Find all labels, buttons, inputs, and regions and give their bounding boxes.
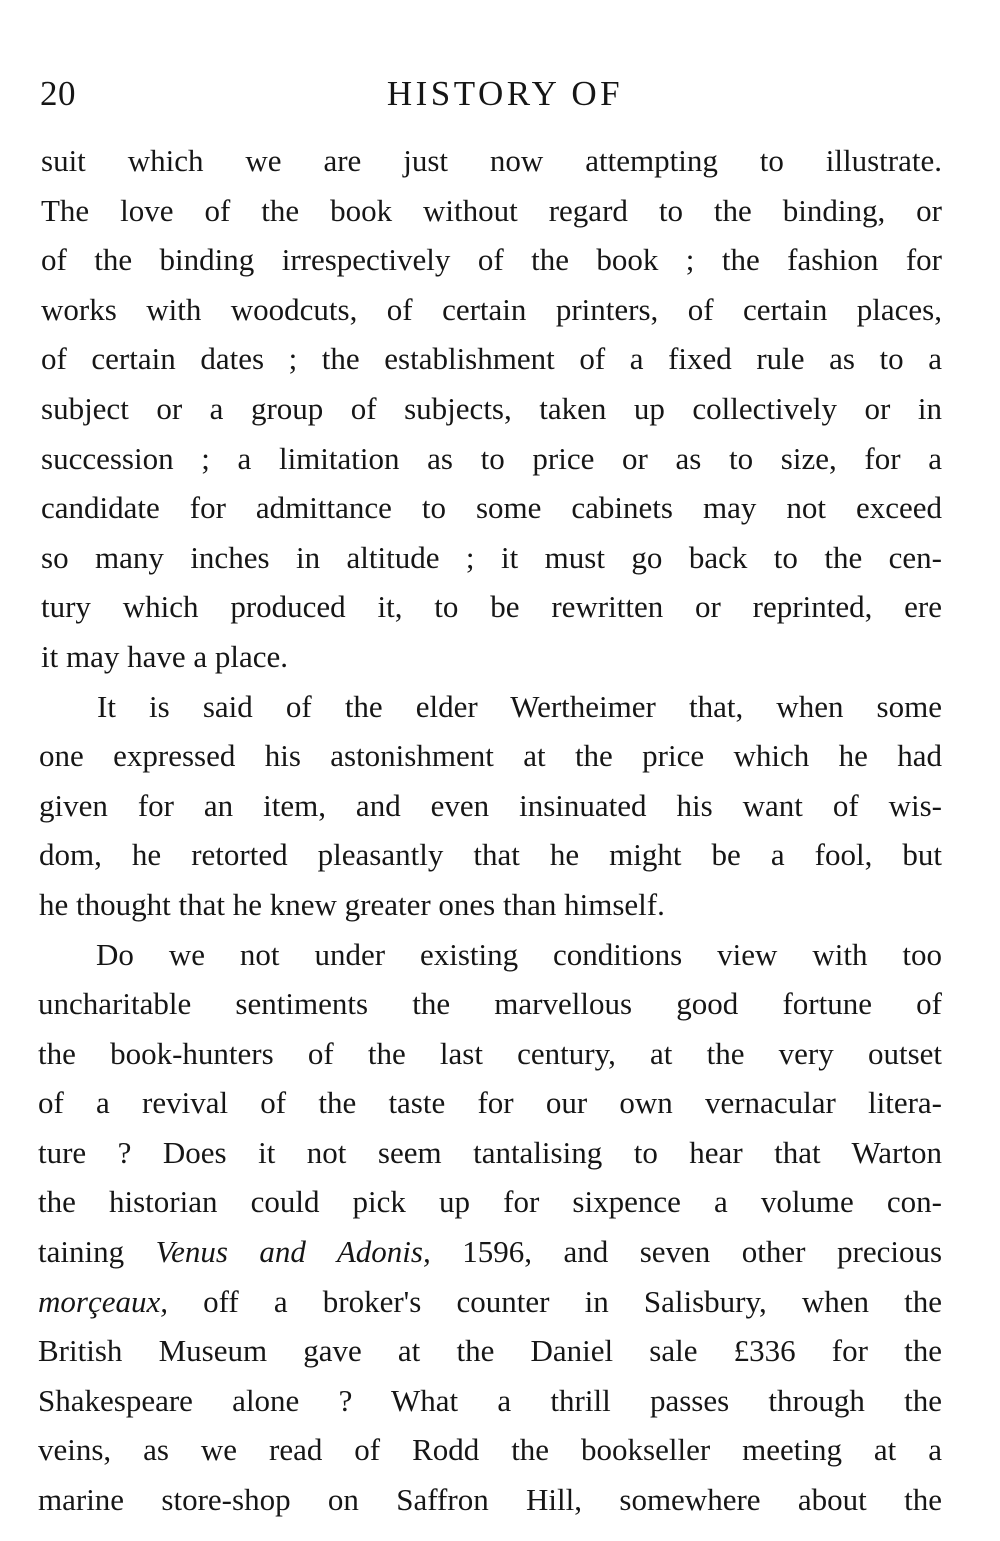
text-line: veins, as we read of Rodd the bookseller meeting at a — [38, 1432, 942, 1468]
text-line — [38, 1227, 942, 1277]
running-title: HISTORY OF — [386, 74, 624, 113]
text-line: uncharitable sentiments the marvellous good fortune of — [38, 986, 942, 1022]
text-fragment: taining — [38, 1234, 125, 1270]
text-line: The love of the book without regard to the binding, or — [41, 192, 942, 228]
text-line: marine store-shop on Saffron Hill, somewhere about the — [38, 1482, 942, 1518]
text-line: suit which we are just now attempting to illustrate. — [41, 143, 942, 178]
work-title: Venus and Adonis, — [155, 1234, 431, 1270]
body-text — [38, 136, 942, 1525]
text-fragment: 1596, and seven other precious — [462, 1234, 942, 1270]
text-line: given for an item, and even insinuated his want of wis- — [39, 787, 942, 823]
text-line: of certain dates ; the establishment of a fixed rule as to a — [41, 341, 942, 377]
text-line: he thought that he knew greater ones than himself. — [39, 886, 665, 922]
text-line: of the binding irrespectively of the book ; the fashion for — [41, 242, 942, 278]
text-line: Shakespeare alone ? What a thrill passes through the — [38, 1382, 942, 1418]
text-line: so many inches in altitude ; it must go back to the cen- — [41, 539, 942, 575]
text-line: It is said of the elder Wertheimer that, when some — [97, 688, 942, 724]
text-line: British Museum gave at the Daniel sale £336 for the — [38, 1333, 942, 1369]
foreign-word: morçeaux, — [38, 1283, 168, 1319]
text-line: ture ? Does it not seem tantalising to hear that Warton — [38, 1134, 942, 1170]
text-line: subject or a group of subjects, taken up collectively or in — [41, 390, 942, 426]
text-line: the book-hunters of the last century, at the very outset — [38, 1035, 942, 1071]
page-number: 20 — [40, 74, 76, 113]
text-line: succession ; a limitation as to price or as to size, for a — [41, 440, 942, 476]
text-line — [38, 1277, 942, 1327]
text-line: of a revival of the taste for our own vernacular litera- — [38, 1085, 942, 1121]
text-line: it may have a place. — [41, 638, 289, 674]
running-head — [40, 66, 940, 122]
text-line: candidate for admittance to some cabinets may not exceed — [41, 490, 942, 526]
text-line: Do we not under existing conditions view with too — [96, 936, 942, 972]
text-line: the historian could pick up for sixpence a volume con- — [38, 1184, 942, 1220]
text-line: works with woodcuts, of certain printers, of certain places, — [41, 291, 942, 327]
text-fragment: off a broker's counter in Salisbury, when the — [203, 1283, 942, 1319]
text-line: one expressed his astonishment at the price which he had — [39, 738, 942, 774]
text-line: tury which produced it, to be rewritten or reprinted, ere — [41, 589, 942, 625]
text-line: dom, he retorted pleasantly that he might be a fool, but — [39, 837, 942, 873]
